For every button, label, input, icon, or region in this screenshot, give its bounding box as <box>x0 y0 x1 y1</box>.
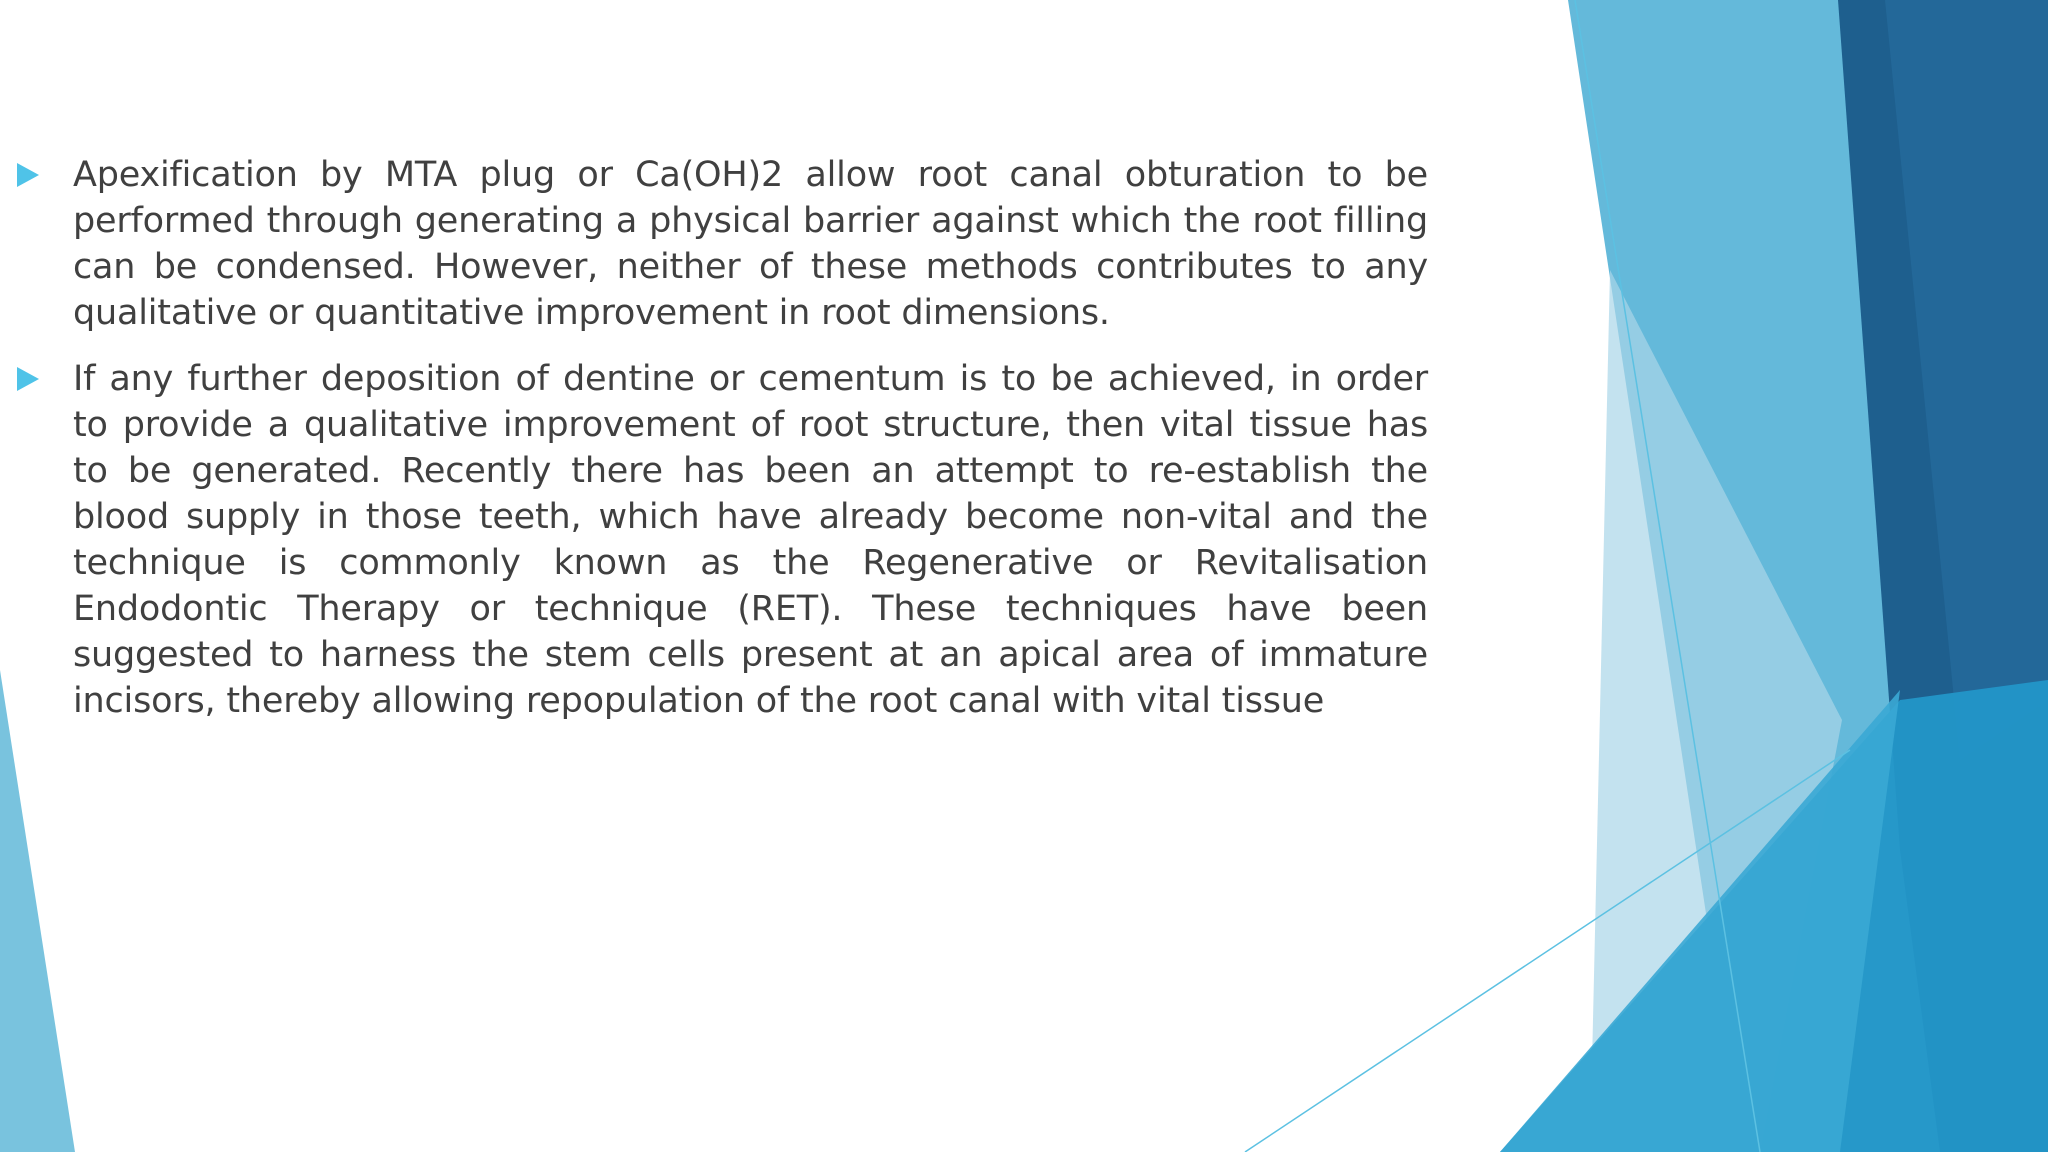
triangle-bullet-icon <box>17 163 39 187</box>
bullet-item-2 <box>14 356 1428 724</box>
slide-content <box>14 152 1428 744</box>
bullet-text-1: Apexification by MTA plug or Ca(OH)2 allow root canal obturation to be performed through generating a physical barrier against which the root filling can be condensed. However, neither of these methods contributes to any qualitative or quantitative improvement in root dimensions. <box>73 155 1428 333</box>
triangle-bullet-icon <box>17 367 39 391</box>
bullet-item-1 <box>14 152 1428 336</box>
bullet-text-2: If any further deposition of dentine or cementum is to be achieved, in order to provide a qualitative improvement of root structure, then vital tissue has to be generated. Recently there has been an attempt to re-establish the blood supply in those teeth, which have already become non-vital and the technique is commonly known as the Regenerative or Revitalisation Endodontic Therapy or technique (RET). These techniques have been suggested to harness the stem cells present at an apical area of immature incisors, thereby allowing repopulation of the root canal with vital tissue <box>73 359 1428 721</box>
